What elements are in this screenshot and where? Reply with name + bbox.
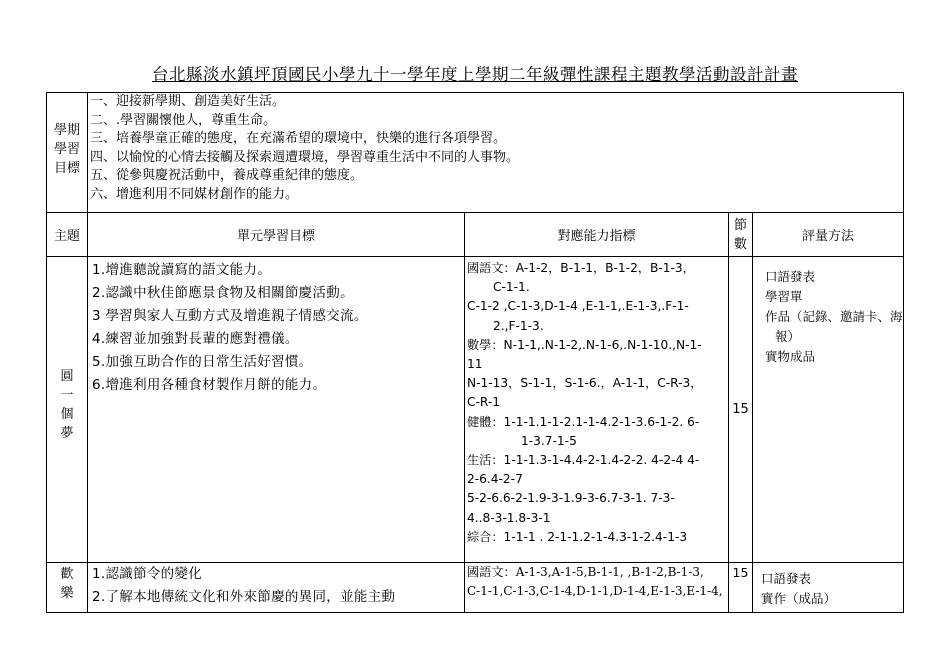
indicator-line: C-R-1	[467, 395, 501, 410]
header-sessions	[729, 213, 753, 257]
objective-item: 6.增進利用各種食材製作月餅的能力。	[92, 377, 327, 393]
indicator-line: N-1-13，S-1-1，S-1-6.，A-1-1，C-R-3，	[467, 376, 703, 391]
objective-item: 5.加強互助合作的日常生活好習慣。	[92, 354, 313, 370]
theme-char: 歡	[60, 567, 74, 582]
indicator-line: 健體：1-1-1.1-1-2.1-1-4.2-1-3.6-1-2. 6-	[467, 414, 700, 429]
header-sessions-line2: 數	[733, 236, 747, 252]
semester-goals-label	[47, 93, 88, 213]
evaluation-cell	[753, 257, 904, 563]
indicator-values: A-1-3,A-1-5,B-1-1, ,B-1-2,B-1-3,	[515, 565, 704, 579]
goal-item: 六、增進利用不同媒材創作的能力。	[90, 186, 299, 202]
indicator-line: 1-3.7-1-5	[521, 433, 577, 448]
theme-cell	[47, 563, 88, 613]
semester-goals-list	[88, 93, 904, 213]
indicators-cell	[465, 257, 729, 563]
objective-item: 3 學習與家人互動方式及增進親子情感交流。	[92, 308, 368, 324]
label-line: 目標	[53, 161, 80, 176]
indicator-line: 生活：1-1-1.3-1-4.4-2-1.4-2-2. 4-2-4 4-	[467, 453, 700, 468]
theme-char: 圓	[60, 369, 74, 384]
header-theme: 主題	[47, 213, 88, 257]
sessions-cell: 15	[729, 257, 753, 563]
indicators-cell	[465, 563, 729, 613]
header-evaluation: 評量方法	[753, 213, 904, 257]
evaluation-item: 口語發表	[761, 571, 812, 586]
indicator-line: 4..8-3-1.8-3-1	[467, 510, 551, 525]
table-header-row	[47, 213, 904, 257]
indicator-line: 11	[467, 357, 483, 372]
theme-cell	[47, 257, 88, 563]
objective-item: 4.練習並加強對長輩的應對禮儀。	[92, 331, 299, 347]
evaluation-item-text: 作品	[765, 309, 791, 324]
lesson-plan-table	[46, 92, 904, 613]
goal-item: 五、從參與慶祝活動中，養成尊重紀律的態度。	[90, 168, 364, 184]
sessions-cell: 15	[729, 563, 753, 613]
label-line: 學習	[53, 142, 80, 157]
indicator-line: 綜合：1-1-1 . 2-1-1.2-1-4.3-1-2.4-1-3	[467, 529, 688, 544]
indicator-line: 2-6.4-2-7	[467, 472, 523, 487]
semester-goals-row	[47, 93, 904, 213]
page-title: 台北縣淡水鎮坪頂國民小學九十一學年度上學期二年級彈性課程主題教學活動設計計畫	[152, 65, 798, 84]
objective-item: 1.認識節令的變化	[92, 566, 203, 582]
evaluation-cell	[753, 563, 904, 613]
indicator-line: 國語文：A-1-2，B-1-1，B-1-2，B-1-3，	[467, 261, 695, 275]
indicator-line: 5-2-6.6-2-1.9-3-1.9-3-6.7-3-1. 7-3-	[467, 491, 675, 506]
table-row	[47, 563, 904, 613]
evaluation-item: 報）	[775, 329, 801, 344]
objective-item: 1.增進聽說讀寫的語文能力。	[92, 262, 272, 278]
table-row	[47, 257, 904, 563]
evaluation-item	[753, 307, 903, 327]
theme-char: 個	[60, 407, 74, 422]
indicator-line: C-1-2 ,C-1-3,D-1-4 ,E-1-1,.E-1-3,.F-1-	[467, 299, 689, 314]
goal-item: 三、培養學童正確的態度，在充滿希望的環境中，快樂的進行各項學習。	[90, 131, 507, 147]
indicator-line: 數學：N-1-1,.N-1-2,.N-1-6,.N-1-10.,N-1-	[467, 337, 702, 352]
evaluation-item: 實物成品	[765, 349, 816, 364]
theme-char: 樂	[60, 586, 74, 601]
objective-item: 2.了解本地傳統文化和外來節慶的異同，並能主動	[92, 589, 396, 605]
goal-item: 四、以愉悅的心情去接觸及探索週遭環境，學習尊重生活中不同的人事物。	[90, 149, 520, 165]
objective-item: 2.認識中秋佳節應景食物及相關節慶活動。	[92, 285, 354, 301]
theme-char: 夢	[60, 426, 74, 441]
theme-char: 一	[60, 388, 74, 403]
evaluation-item-detail: （記錄、邀請卡、海	[790, 309, 903, 324]
indicator-lead: 國語文：	[467, 565, 516, 579]
indicator-line	[465, 563, 728, 582]
objectives-cell	[88, 563, 465, 613]
header-sessions-line1: 節	[733, 217, 747, 233]
indicator-line: 2.,F-1-3.	[493, 318, 544, 333]
goal-item: 一、迎接新學期、創造美好生活。	[90, 94, 286, 109]
label-line: 學期	[53, 123, 80, 138]
objectives-cell	[88, 257, 465, 563]
evaluation-item: 學習單	[765, 289, 803, 304]
header-unit-objectives: 單元學習目標	[88, 213, 465, 257]
indicator-line: C-1-1,C-1-3,C-1-4,D-1-1,D-1-4,E-1-3,E-1-4,	[467, 584, 723, 598]
evaluation-item: 實作（成品）	[761, 591, 837, 606]
indicator-line: C-1-1.	[493, 280, 530, 295]
header-indicators: 對應能力指標	[465, 213, 729, 257]
evaluation-item: 口語發表	[765, 269, 816, 284]
goal-item: 二、.學習關懷他人，尊重生命。	[90, 112, 277, 128]
